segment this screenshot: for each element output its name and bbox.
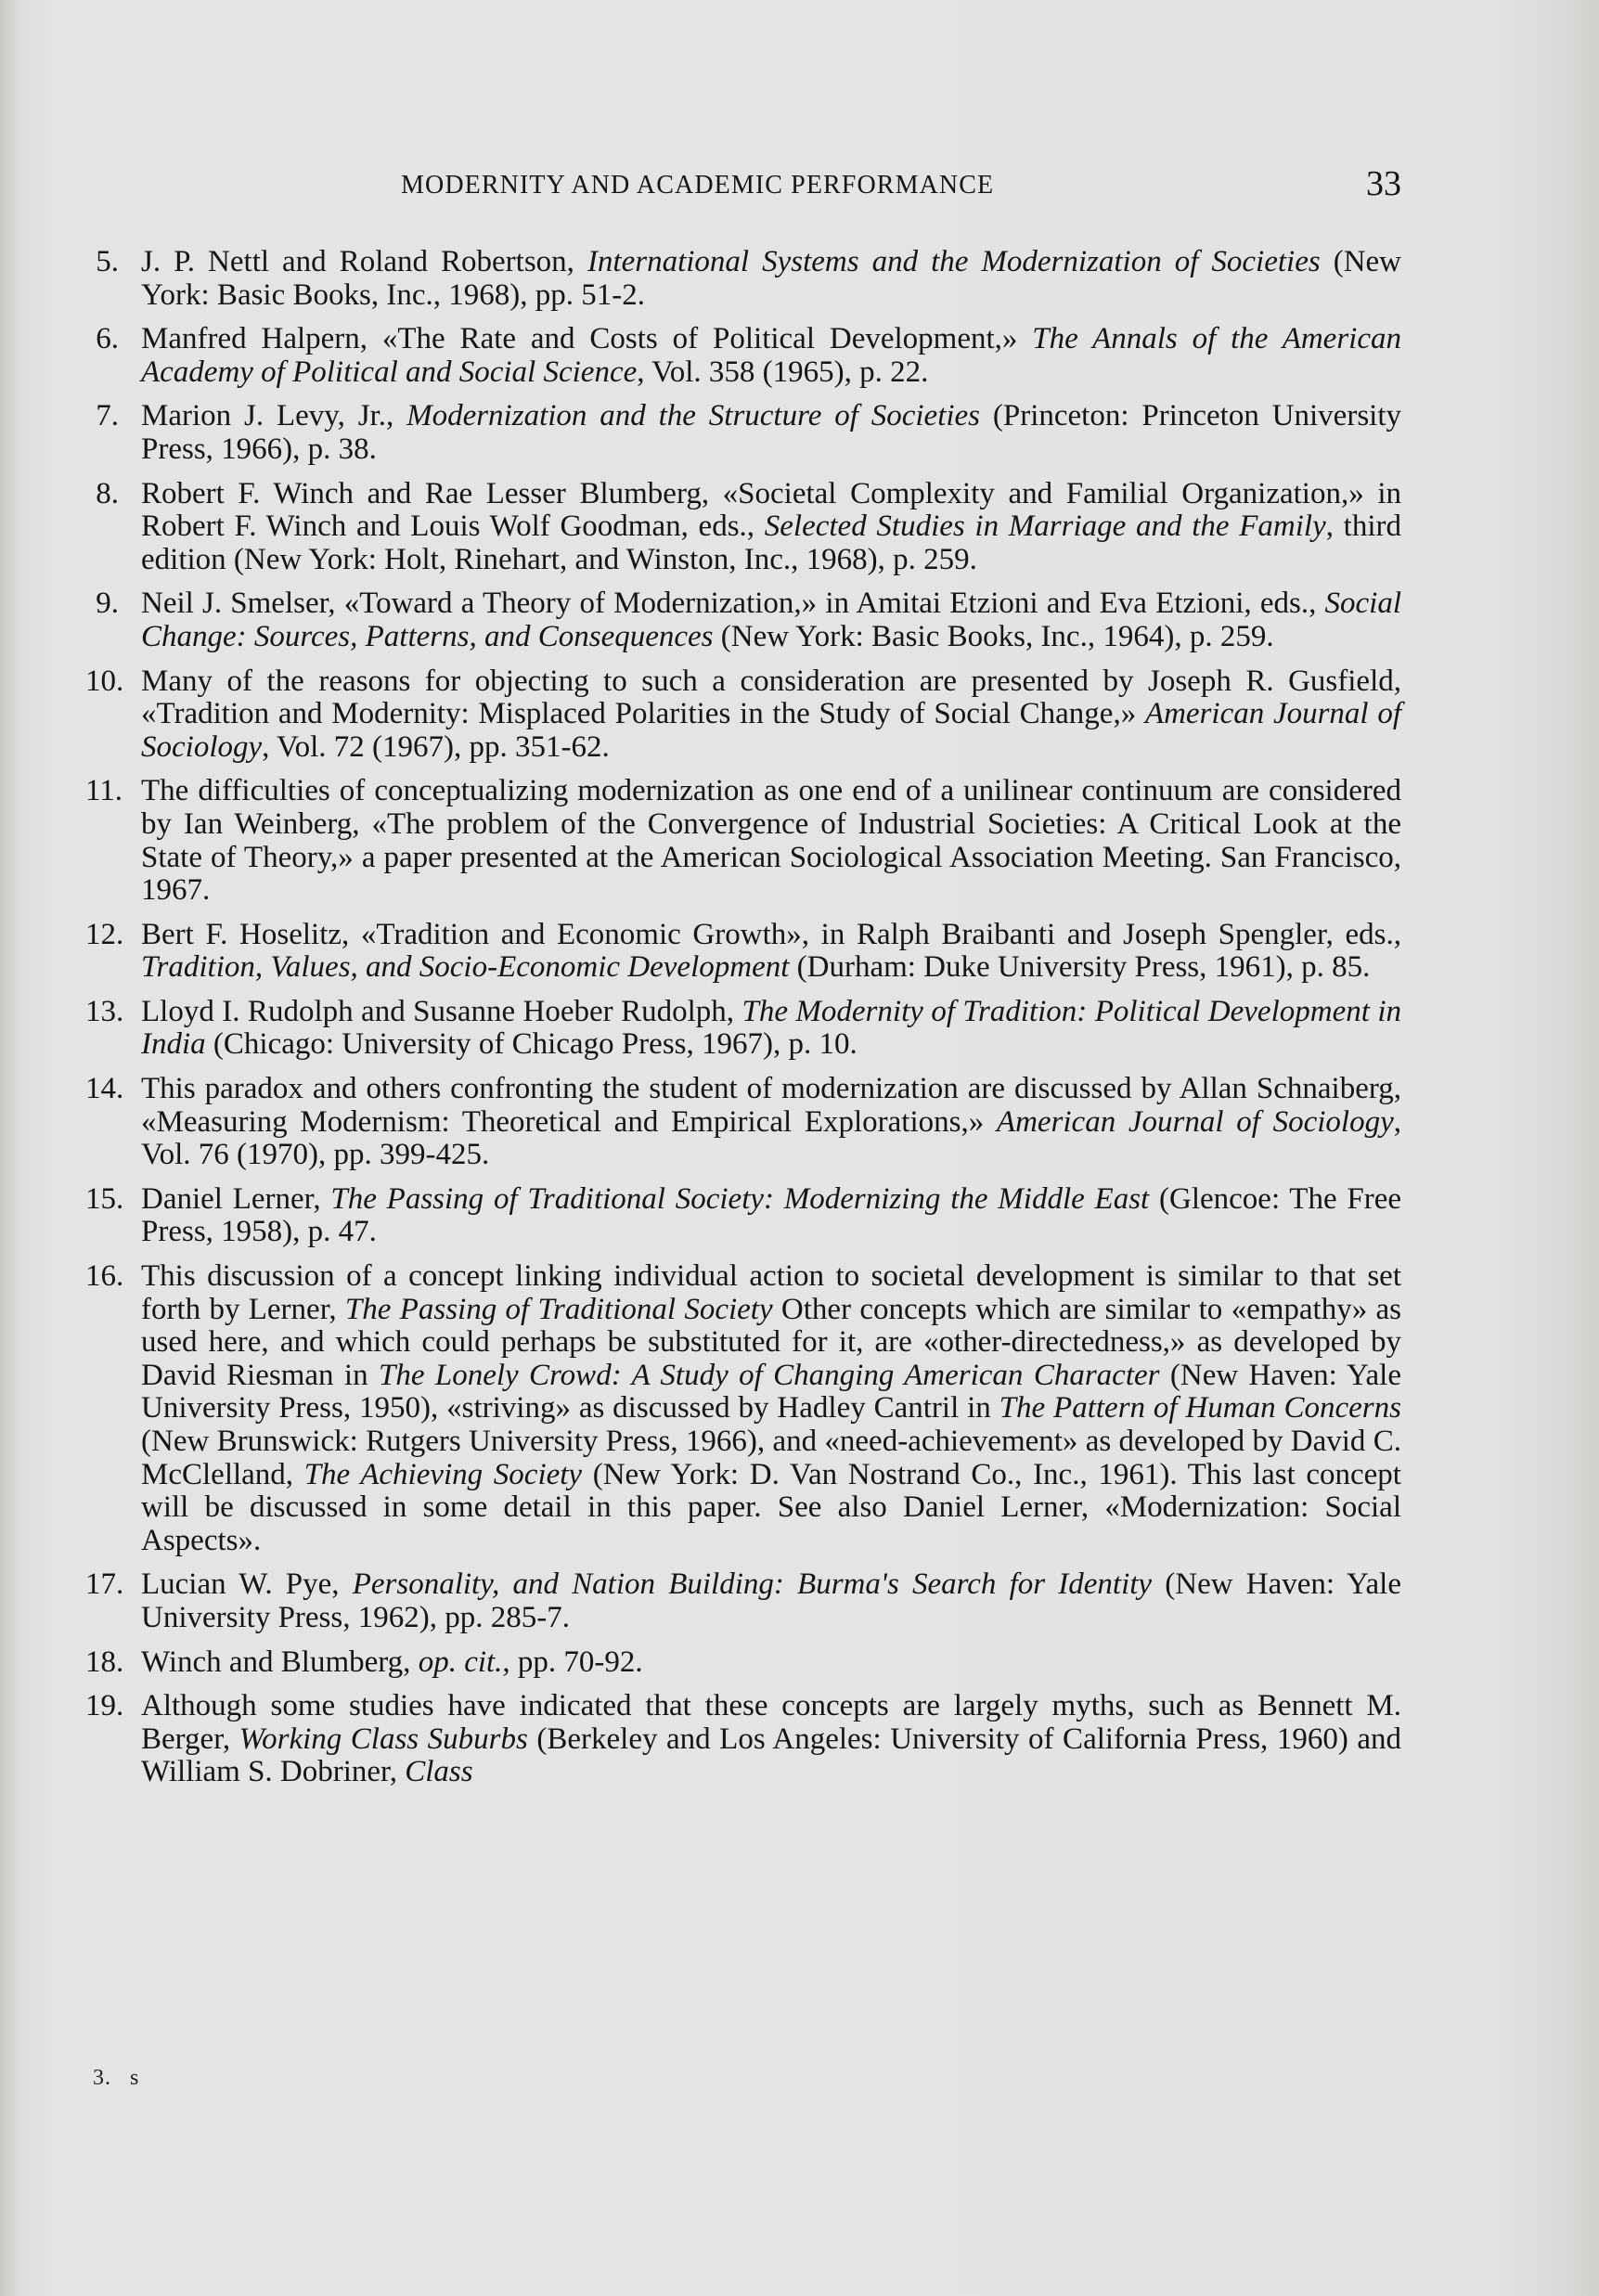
note-text-run: (New Haven: Yale University Press, 1962), pp. 285-7.	[141, 1567, 1401, 1634]
note-text-run: , third edition (New York: Holt, Rinehart, and Winston, Inc., 1968), p. 259.	[141, 510, 1402, 576]
note-text-run: , pp. 70-92.	[502, 1645, 643, 1679]
note-number: 18.	[85, 1645, 124, 1679]
book-title: Working Class Suburbs	[239, 1722, 528, 1756]
note-text	[141, 323, 1401, 389]
book-title: The Achieving Society	[303, 1457, 583, 1491]
note-text-run: Bert F. Hoselitz, «Tradition and Economic Growth», in Ralph Braibanti and Joseph Spengler, eds.,	[141, 917, 1401, 951]
endnote-13	[85, 996, 1401, 1062]
endnote-6	[85, 323, 1401, 389]
note-number: 9.	[96, 587, 119, 621]
note-number: 15.	[85, 1181, 124, 1216]
note-number: 5.	[96, 245, 119, 278]
note-text-run: Neil J. Smelser, «Toward a Theory of Modernization,» in Amitai Etzioni and Eva Etzioni, eds.,	[141, 587, 1325, 621]
note-number: 8.	[96, 476, 119, 510]
journal-title: American Journal of Sociology	[141, 697, 1401, 764]
note-text	[141, 1568, 1401, 1634]
note-text-run: (Glencoe: The Free Press, 1958), p. 47.	[141, 1181, 1402, 1249]
note-text-run: (New York: D. Van Nostrand Co., Inc., 1961). This last concept will be discussed in some detail in this paper. See also Daniel Lerner, «Modernization: Social Aspects».	[141, 1457, 1401, 1557]
note-text-run: Daniel Lerner,	[141, 1181, 331, 1216]
citation-abbreviation: op. cit.	[418, 1645, 503, 1679]
note-text-run: (New York: Basic Books, Inc., 1968), pp. 51-2.	[141, 245, 1402, 312]
book-title: Social Change: Sources, Patterns, and Consequences	[141, 587, 1401, 653]
note-text-run: (Berkeley and Los Angeles: University of California Press, 1960) and William S. Dobriner,	[141, 1722, 1401, 1789]
book-title: Personality, and Nation Building: Burma's Search for Identity	[352, 1567, 1153, 1602]
note-text-run: (New Brunswick: Rutgers University Press, 1966), and «need-achievement» as developed by David C. McClelland,	[141, 1425, 1401, 1491]
note-text-run: This discussion of a concept linking individual action to societal development is similar to that set forth by Lerner,	[141, 1259, 1401, 1326]
book-title: Modernization and the Structure of Societies	[406, 399, 981, 433]
note-text-run: (Durham: Duke University Press, 1961), p. 85.	[789, 950, 1371, 985]
note-text-run: This paradox and others confronting the student of modernization are discussed by Allan Schnaiberg, «Measuring Modernism: Theoretical and Empirical Explorations,»	[141, 1072, 1401, 1139]
note-text-run: Other concepts which are similar to «empathy» as used here, and which could perhaps be substituted for it, are «other-directedness,» as developed by David Riesman in	[141, 1292, 1401, 1392]
book-title: Selected Studies in Marriage and the Family	[764, 510, 1326, 544]
note-text-run: (New York: Basic Books, Inc., 1964), p. 259.	[713, 619, 1274, 653]
note-text-run: (New Haven: Yale University Press, 1950), «striving» as discussed by Hadley Cantril in	[141, 1358, 1401, 1425]
page-header	[163, 164, 1401, 212]
endnote-18	[85, 1646, 1401, 1680]
note-text	[141, 775, 1401, 907]
note-number: 11.	[85, 774, 123, 808]
book-title: International Systems and the Modernization of Societies	[587, 245, 1321, 278]
note-text-run: , Vol. 72 (1967), pp. 351-62.	[262, 729, 610, 764]
note-text-run: , Vol. 358 (1965), p. 22.	[637, 355, 929, 389]
note-text-run: (Princeton: Princeton University Press, 1966), p. 38.	[141, 399, 1402, 466]
endnote-19	[85, 1690, 1401, 1789]
note-number: 16.	[85, 1259, 124, 1294]
endnote-5	[85, 246, 1401, 312]
endnote-15	[85, 1183, 1401, 1249]
page-number: 33	[1366, 164, 1401, 203]
note-text	[141, 1690, 1401, 1789]
note-text-run: Winch and Blumberg,	[141, 1645, 419, 1679]
endnote-16	[85, 1260, 1401, 1557]
journal-title: The Annals of the American Academy of Political and Social Science	[141, 322, 1401, 389]
endnote-12	[85, 919, 1401, 985]
note-number: 12.	[85, 917, 124, 951]
note-text-run: (Chicago: University of Chicago Press, 1967), p. 10.	[205, 1027, 858, 1062]
book-title: The Pattern of Human Concerns	[999, 1391, 1401, 1425]
endnote-17	[85, 1568, 1401, 1634]
endnote-9	[85, 587, 1401, 653]
note-number: 17.	[85, 1567, 124, 1602]
running-title: MODERNITY AND ACADEMIC PERFORMANCE	[401, 171, 995, 200]
note-number: 14.	[85, 1072, 124, 1106]
printer-signature-mark	[93, 2066, 139, 2091]
note-text	[141, 665, 1401, 765]
note-text	[141, 478, 1401, 577]
note-number: 7.	[96, 399, 119, 433]
endnote-11	[85, 775, 1401, 907]
note-text-run: Many of the reasons for objecting to such a consideration are presented by Joseph R. Gusfield, «Tradition and Modernity: Misplaced Polarities in the Study of Social Change,»	[141, 664, 1401, 731]
note-text-run: The difficulties of conceptualizing modernization as one end of a unilinear continuum are considered by Ian Weinberg, «The problem of the Convergence of Industrial Societies: A Critical Look at the State of Theory,» a paper presented at the American Sociological Association Meeting. San Francisco, 1967.	[141, 774, 1401, 908]
book-title: The Passing of Traditional Society: Modernizing the Middle East	[330, 1181, 1150, 1216]
note-text	[141, 1073, 1401, 1172]
note-text	[141, 996, 1401, 1062]
note-text-run: J. P. Nettl and Roland Robertson,	[141, 245, 587, 278]
note-text	[141, 587, 1401, 653]
book-title: Class	[405, 1755, 473, 1789]
note-text	[141, 919, 1401, 985]
note-text	[141, 400, 1401, 466]
note-text	[141, 1260, 1401, 1557]
endnote-10	[85, 665, 1401, 765]
note-text	[141, 246, 1401, 312]
journal-title: American Journal of Sociology	[996, 1104, 1394, 1139]
signature-letter: s	[130, 2066, 140, 2090]
note-text-run: Lloyd I. Rudolph and Susanne Hoeber Rudolph,	[141, 994, 742, 1028]
note-number: 6.	[96, 322, 119, 356]
endnote-8	[85, 478, 1401, 577]
book-title: The Passing of Traditional Society	[344, 1292, 773, 1326]
note-number: 10.	[85, 664, 124, 698]
note-text-run: Although some studies have indicated that these concepts are largely myths, such as Bennett M. Berger,	[141, 1689, 1401, 1756]
endnote-14	[85, 1073, 1401, 1172]
note-text	[141, 1646, 1401, 1680]
note-text-run: , Vol. 76 (1970), pp. 399-425.	[141, 1104, 1401, 1172]
note-text-run: Manfred Halpern, «The Rate and Costs of Political Development,»	[141, 322, 1033, 356]
book-title: The Lonely Crowd: A Study of Changing American Character	[378, 1358, 1160, 1392]
note-number: 13.	[85, 994, 124, 1028]
note-number: 19.	[85, 1689, 124, 1723]
signature-number: 3.	[93, 2066, 111, 2090]
book-title: The Modernity of Tradition: Political Development in India	[141, 994, 1401, 1062]
endnotes-list	[85, 246, 1401, 1800]
endnote-7	[85, 400, 1401, 466]
note-text-run: Marion J. Levy, Jr.,	[141, 399, 407, 433]
note-text-run: Robert F. Winch and Rae Lesser Blumberg, «Societal Complexity and Familial Organization,» in Robert F. Winch and Louis Wolf Goodman, eds.,	[141, 476, 1401, 544]
note-text-run: Lucian W. Pye,	[141, 1567, 353, 1602]
note-text	[141, 1183, 1401, 1249]
book-title: Tradition, Values, and Socio-Economic Development	[141, 950, 790, 985]
